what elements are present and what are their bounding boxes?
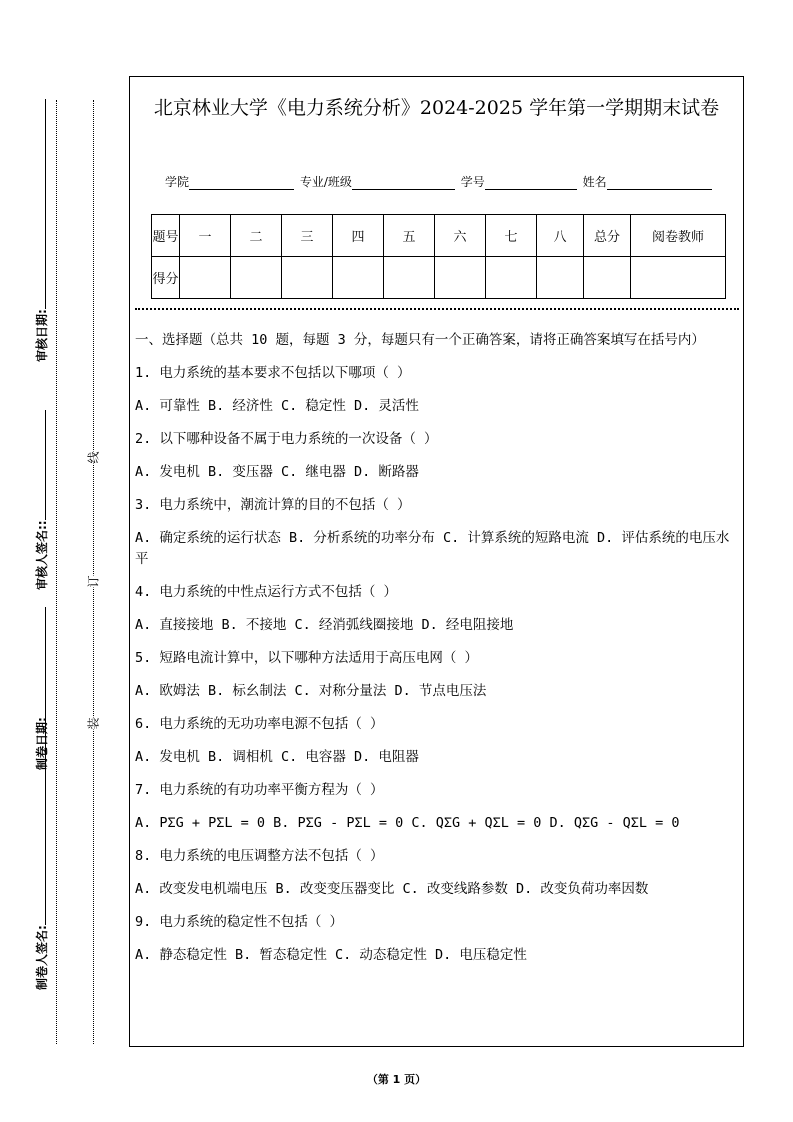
answer-options: A. 静态稳定性 B. 暂态稳定性 C. 动态稳定性 D. 电压稳定性 [135, 947, 527, 963]
score-header: 五 [384, 215, 435, 257]
question-text: 9. 电力系统的稳定性不包括（ ） [135, 914, 344, 930]
score-header: 二 [231, 215, 282, 257]
answer-options: A. 直接接地 B. 不接地 C. 经消弧线圈接地 D. 经电阻接地 [135, 617, 514, 633]
answer-options: A. 确定系统的运行状态 B. 分析系统的功率分布 C. 计算系统的短路电流 D. 评估系统的电压水平 [135, 530, 730, 567]
binding-char-zhuang: 装 [83, 717, 104, 729]
question-text: 4. 电力系统的中性点运行方式不包括（ ） [135, 584, 398, 600]
binding-dotted-line-outer [56, 100, 57, 1044]
make-signature-label: 制卷人签名: [33, 715, 50, 990]
score-cell[interactable] [180, 257, 231, 299]
score-cell[interactable] [333, 257, 384, 299]
answer-options: A. 发电机 B. 变压器 C. 继电器 D. 断路器 [135, 464, 419, 480]
major-class-field[interactable] [352, 177, 455, 190]
question-text: 8. 电力系统的电压调整方法不包括（ ） [135, 848, 384, 864]
score-cell[interactable] [435, 257, 486, 299]
page-number: （第 1 页） [366, 1073, 427, 1086]
answer-options: A. 欧姆法 B. 标幺制法 C. 对称分量法 D. 节点电压法 [135, 683, 487, 699]
binding-char-line: 线 [83, 451, 104, 463]
answer-options: A. 发电机 B. 调相机 C. 电容器 D. 电阻器 [135, 749, 419, 765]
score-header-grader: 阅卷教师 [631, 215, 726, 257]
question-text: 2. 以下哪种设备不属于电力系统的一次设备（ ） [135, 431, 438, 447]
question-text: 5. 短路电流计算中，以下哪种方法适用于高压电网（ ） [135, 650, 479, 666]
score-cell[interactable] [231, 257, 282, 299]
score-cell[interactable] [282, 257, 333, 299]
binding-dotted-line-inner [93, 100, 94, 1044]
student-id-label: 学号 [460, 175, 485, 189]
score-cell-grader[interactable] [631, 257, 726, 299]
score-cell-total[interactable] [584, 257, 631, 299]
binding-char-ding: 订 [83, 575, 104, 587]
make-date-label: 制卷日期: [33, 607, 50, 770]
exam-content [135, 330, 741, 978]
student-info-row [165, 173, 714, 190]
score-cell[interactable] [537, 257, 584, 299]
score-table [151, 214, 726, 299]
major-class-label: 专业/班级 [299, 175, 352, 189]
review-date-label: 审核日期: [33, 99, 50, 362]
section-heading: 一、选择题（总共 10 题，每题 3 分，每题只有一个正确答案，请将正确答案填写在括号内） [135, 332, 705, 348]
question-text: 6. 电力系统的无功功率电源不包括（ ） [135, 716, 384, 732]
row-label-question-number: 题号 [152, 215, 180, 257]
review-signature-label: 审核人签名:: [33, 410, 50, 590]
score-header-total: 总分 [584, 215, 631, 257]
student-id-field[interactable] [485, 177, 577, 190]
name-label: 姓名 [582, 175, 607, 189]
score-header: 八 [537, 215, 584, 257]
answer-options: A. PΣG + PΣL = 0 B. PΣG - PΣL = 0 C. QΣG + QΣL = 0 D. QΣG - QΣL = 0 [135, 815, 680, 831]
answer-options: A. 改变发电机端电压 B. 改变变压器变比 C. 改变线路参数 D. 改变负荷功率因数 [135, 881, 649, 897]
name-field[interactable] [607, 177, 712, 190]
row-label-score: 得分 [152, 257, 180, 299]
score-header: 一 [180, 215, 231, 257]
score-cell[interactable] [486, 257, 537, 299]
question-text: 1. 电力系统的基本要求不包括以下哪项（ ） [135, 365, 411, 381]
score-header: 四 [333, 215, 384, 257]
question-text: 7. 电力系统的有功功率平衡方程为（ ） [135, 782, 384, 798]
score-cell[interactable] [384, 257, 435, 299]
question-text: 3. 电力系统中，潮流计算的目的不包括（ ） [135, 497, 411, 513]
college-label: 学院 [165, 175, 190, 189]
score-header: 七 [486, 215, 537, 257]
dotted-separator [135, 308, 739, 310]
answer-options: A. 可靠性 B. 经济性 C. 稳定性 D. 灵活性 [135, 398, 419, 414]
exam-title: 北京林业大学《电力系统分析》2024-2025 学年第一学期期末试卷 [153, 97, 720, 119]
college-field[interactable] [189, 177, 294, 190]
score-header: 六 [435, 215, 486, 257]
score-header: 三 [282, 215, 333, 257]
